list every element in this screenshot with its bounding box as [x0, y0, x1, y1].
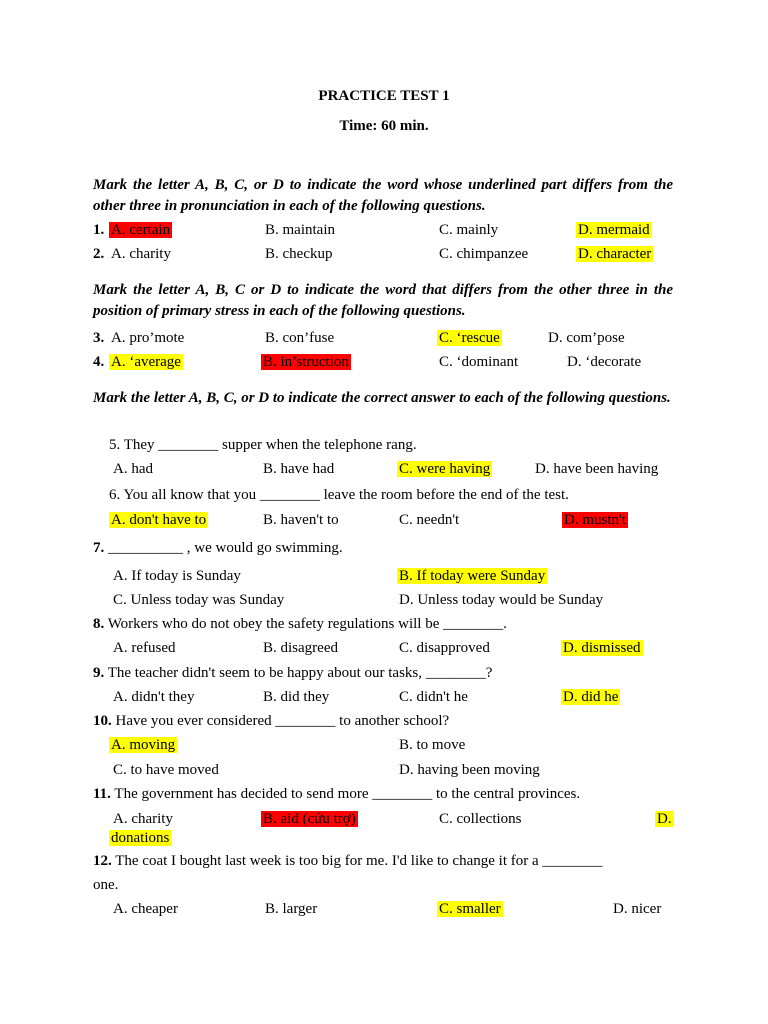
q11-option-b[interactable]: B. aid (cứu trợ): [263, 811, 356, 827]
question-11-text: The government has decided to send more ________ to the central provinces.: [110, 786, 581, 802]
q7-option-c[interactable]: C. Unless today was Sunday: [113, 592, 285, 608]
q11-option-c[interactable]: C. collections: [439, 811, 522, 827]
question-12-stem-cont: one.: [93, 877, 119, 893]
question-10-text: Have you ever considered ________ to another school?: [111, 713, 450, 729]
section-3-instruction: Mark the letter A, B, C, or D to indicate the correct answer to each of the following questions.: [93, 390, 671, 406]
q6-option-b[interactable]: B. haven't to: [263, 512, 339, 528]
question-6-stem: 6. You all know that you ________ leave the room before the end of the test.: [109, 487, 569, 503]
q10-option-d[interactable]: D. having been moving: [399, 762, 540, 778]
q6-option-c[interactable]: C. needn't: [399, 512, 460, 528]
q8-option-a[interactable]: A. refused: [113, 640, 176, 656]
q10-option-a[interactable]: A. moving: [111, 737, 176, 753]
question-10-number: 10.: [93, 713, 112, 729]
q5-option-d[interactable]: D. have been having: [535, 461, 659, 477]
q4-option-b[interactable]: B. in’struction: [263, 354, 349, 370]
q1-option-a[interactable]: A. certain: [111, 222, 171, 238]
question-1: [93, 221, 104, 240]
section-2-instruction: Mark the letter A, B, C or D to indicate the word that differs from the other three in the position of primary stress in each of the following questions.: [93, 282, 673, 319]
question-3-number: 3.: [93, 330, 105, 346]
q11-option-a[interactable]: A. charity: [113, 811, 173, 827]
q12-option-b[interactable]: B. larger: [265, 901, 318, 917]
q3-option-c[interactable]: C. ‘rescue: [439, 330, 500, 346]
question-8-stem: [93, 615, 507, 634]
page-title: PRACTICE TEST 1: [318, 88, 450, 104]
q3-option-b[interactable]: B. con’fuse: [265, 330, 335, 346]
q4-option-c[interactable]: C. ‘dominant: [439, 354, 519, 370]
q7-option-a[interactable]: A. If today is Sunday: [113, 568, 241, 584]
q12-option-c[interactable]: C. smaller: [439, 901, 501, 917]
question-8-number: 8.: [93, 616, 105, 632]
q8-option-b[interactable]: B. disagreed: [263, 640, 338, 656]
q5-option-c[interactable]: C. were having: [399, 461, 491, 477]
q12-option-d[interactable]: D. nicer: [613, 901, 662, 917]
q3-option-d[interactable]: D. com’pose: [548, 330, 625, 346]
time-limit: Time: 60 min.: [339, 118, 429, 134]
q8-option-c[interactable]: C. disapproved: [399, 640, 490, 656]
q10-option-b[interactable]: B. to move: [399, 737, 466, 753]
q9-option-b[interactable]: B. did they: [263, 689, 330, 705]
q7-option-d[interactable]: D. Unless today would be Sunday: [399, 592, 604, 608]
question-4-number: 4.: [93, 354, 105, 370]
question-2-number: 2.: [93, 246, 105, 262]
q11-option-d-letter[interactable]: D.: [657, 811, 672, 827]
question-7-number: 7.: [93, 540, 105, 556]
q9-option-d[interactable]: D. did he: [563, 689, 619, 705]
question-5-stem: 5. They ________ supper when the telephone rang.: [109, 437, 417, 453]
q1-option-c[interactable]: C. mainly: [439, 222, 499, 238]
q11-option-d-text[interactable]: donations: [111, 830, 170, 846]
q7-option-b[interactable]: B. If today were Sunday: [399, 568, 546, 584]
question-8-text: Workers who do not obey the safety regulations will be ________.: [104, 616, 507, 632]
q1-option-d[interactable]: D. mermaid: [578, 222, 650, 238]
q1-option-b[interactable]: B. maintain: [265, 222, 335, 238]
question-9-stem: [93, 664, 492, 683]
question-12-stem: [93, 852, 602, 871]
question-12-text: The coat I bought last week is too big for me. I'd like to change it for a ________: [111, 853, 603, 869]
question-12-number: 12.: [93, 853, 112, 869]
question-number: 1.: [93, 222, 105, 238]
question-7-stem: [93, 539, 343, 558]
q2-option-a[interactable]: A. charity: [111, 246, 171, 262]
q10-option-c[interactable]: C. to have moved: [113, 762, 219, 778]
question-11-stem: [93, 785, 580, 804]
question-9-text: The teacher didn't seem to be happy about our tasks, ________?: [104, 665, 493, 681]
question-10-stem: [93, 712, 449, 731]
q5-option-b[interactable]: B. have had: [263, 461, 335, 477]
q3-option-a[interactable]: A. pro’mote: [111, 330, 185, 346]
q4-option-d[interactable]: D. ‘decorate: [567, 354, 642, 370]
q2-option-d[interactable]: D. character: [578, 246, 652, 262]
q2-option-b[interactable]: B. checkup: [265, 246, 333, 262]
question-7-text: __________ , we would go swimming.: [104, 540, 343, 556]
q5-option-a[interactable]: A. had: [113, 461, 153, 477]
q6-option-a[interactable]: A. don't have to: [111, 512, 207, 528]
section-1-instruction: Mark the letter A, B, C, or D to indicate the word whose underlined part differs from the other three in pronunciation in each of the following questions.: [93, 177, 673, 214]
q9-option-a[interactable]: A. didn't they: [113, 689, 195, 705]
question-11-number: 11.: [93, 786, 111, 802]
question-9-number: 9.: [93, 665, 105, 681]
q2-option-c[interactable]: C. chimpanzee: [439, 246, 529, 262]
q9-option-c[interactable]: C. didn't he: [399, 689, 468, 705]
q8-option-d[interactable]: D. dismissed: [563, 640, 641, 656]
q12-option-a[interactable]: A. cheaper: [113, 901, 178, 917]
q6-option-d[interactable]: D. mustn't: [564, 512, 626, 528]
q4-option-a[interactable]: A. ‘average: [111, 354, 181, 370]
